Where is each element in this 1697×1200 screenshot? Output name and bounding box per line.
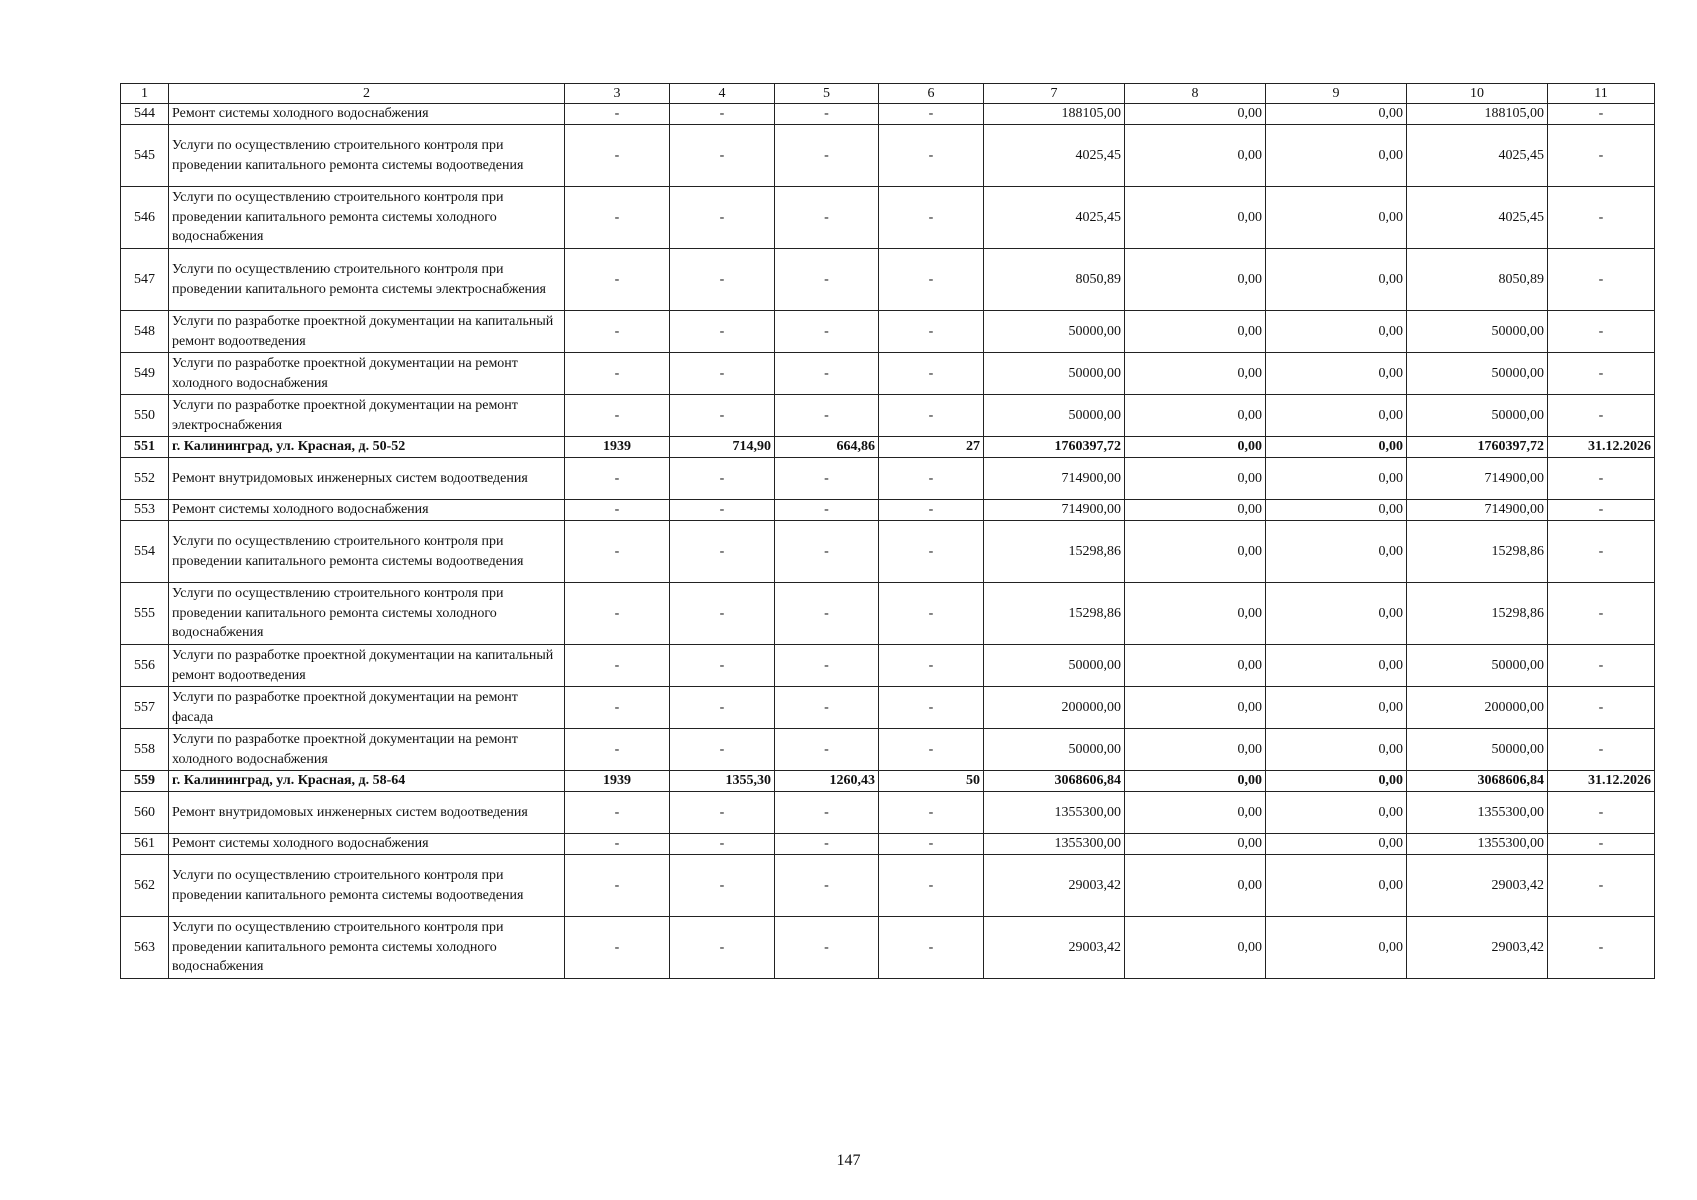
column-header: 5	[775, 84, 879, 104]
work-name-cell: Ремонт внутридомовых инженерных систем водоотведения	[169, 458, 565, 500]
value-cell-col-9: 0,00	[1266, 792, 1407, 834]
value-cell-col-10: 188105,00	[1407, 104, 1548, 125]
value-cell-col-7: 714900,00	[984, 458, 1125, 500]
work-name-cell: Ремонт внутридомовых инженерных систем водоотведения	[169, 792, 565, 834]
value-cell-col-9: 0,00	[1266, 104, 1407, 125]
row-number-cell: 551	[121, 437, 169, 458]
table-body	[121, 84, 1655, 979]
value-cell-col-9: 0,00	[1266, 583, 1407, 645]
value-cell-col-9: 0,00	[1266, 125, 1407, 187]
value-cell-col-4: -	[670, 395, 775, 437]
value-cell-col-4: -	[670, 500, 775, 521]
value-cell-col-9: 0,00	[1266, 395, 1407, 437]
value-cell-col-5: -	[775, 645, 879, 687]
value-cell-col-6: -	[879, 792, 984, 834]
table-row	[121, 687, 1655, 729]
value-cell-col-3: -	[565, 729, 670, 771]
value-cell-col-7: 1355300,00	[984, 834, 1125, 855]
value-cell-col-9: 0,00	[1266, 645, 1407, 687]
table-row	[121, 645, 1655, 687]
value-cell-col-10: 50000,00	[1407, 645, 1548, 687]
row-number-cell: 563	[121, 917, 169, 979]
value-cell-col-9: 0,00	[1266, 311, 1407, 353]
value-cell-col-6: -	[879, 125, 984, 187]
value-cell-col-7: 200000,00	[984, 687, 1125, 729]
work-name-cell: Услуги по разработке проектной документации на капитальный ремонт водоотведения	[169, 311, 565, 353]
value-cell-col-5: -	[775, 917, 879, 979]
value-cell-col-6: -	[879, 583, 984, 645]
value-cell-col-3: -	[565, 458, 670, 500]
value-cell-col-6: -	[879, 311, 984, 353]
value-cell-col-6: -	[879, 353, 984, 395]
column-header: 8	[1125, 84, 1266, 104]
row-number-cell: 550	[121, 395, 169, 437]
value-cell-col-8: 0,00	[1125, 771, 1266, 792]
row-number-cell: 545	[121, 125, 169, 187]
table-row	[121, 104, 1655, 125]
value-cell-col-8: 0,00	[1125, 249, 1266, 311]
table-row	[121, 792, 1655, 834]
value-cell-col-5: -	[775, 458, 879, 500]
row-number-cell: 557	[121, 687, 169, 729]
value-cell-col-7: 1760397,72	[984, 437, 1125, 458]
value-cell-col-9: 0,00	[1266, 353, 1407, 395]
value-cell-col-11: -	[1548, 834, 1655, 855]
value-cell-col-7: 15298,86	[984, 583, 1125, 645]
work-name-cell: Услуги по осуществлению строительного контроля при проведении капитального ремонта системы водоотведения	[169, 125, 565, 187]
row-number-cell: 549	[121, 353, 169, 395]
value-cell-col-10: 200000,00	[1407, 687, 1548, 729]
value-cell-col-9: 0,00	[1266, 437, 1407, 458]
value-cell-col-11: -	[1548, 729, 1655, 771]
value-cell-col-11: -	[1548, 249, 1655, 311]
column-number-header-row	[121, 84, 1655, 104]
value-cell-col-3: -	[565, 583, 670, 645]
value-cell-col-7: 714900,00	[984, 500, 1125, 521]
table-row	[121, 187, 1655, 249]
value-cell-col-10: 1355300,00	[1407, 792, 1548, 834]
row-number-cell: 559	[121, 771, 169, 792]
column-header: 9	[1266, 84, 1407, 104]
value-cell-col-3: -	[565, 521, 670, 583]
value-cell-col-4: -	[670, 104, 775, 125]
value-cell-col-5: -	[775, 500, 879, 521]
value-cell-col-9: 0,00	[1266, 729, 1407, 771]
value-cell-col-5: -	[775, 395, 879, 437]
value-cell-col-4: -	[670, 311, 775, 353]
value-cell-col-11: -	[1548, 458, 1655, 500]
table-row	[121, 125, 1655, 187]
table-row	[121, 500, 1655, 521]
value-cell-col-11: -	[1548, 583, 1655, 645]
value-cell-col-11: -	[1548, 521, 1655, 583]
row-number-cell: 561	[121, 834, 169, 855]
value-cell-col-7: 4025,45	[984, 187, 1125, 249]
value-cell-col-4: -	[670, 125, 775, 187]
value-cell-col-3: -	[565, 855, 670, 917]
value-cell-col-10: 1760397,72	[1407, 437, 1548, 458]
value-cell-col-6: -	[879, 687, 984, 729]
value-cell-col-11: -	[1548, 311, 1655, 353]
value-cell-col-8: 0,00	[1125, 729, 1266, 771]
column-header: 11	[1548, 84, 1655, 104]
value-cell-col-10: 50000,00	[1407, 311, 1548, 353]
value-cell-col-7: 29003,42	[984, 917, 1125, 979]
value-cell-col-5: -	[775, 104, 879, 125]
value-cell-col-8: 0,00	[1125, 834, 1266, 855]
value-cell-col-6: -	[879, 249, 984, 311]
table-row	[121, 917, 1655, 979]
value-cell-col-8: 0,00	[1125, 104, 1266, 125]
value-cell-col-3: -	[565, 125, 670, 187]
value-cell-col-3: -	[565, 687, 670, 729]
row-number-cell: 562	[121, 855, 169, 917]
table-row	[121, 855, 1655, 917]
work-name-cell: Услуги по осуществлению строительного контроля при проведении капитального ремонта системы холодного водоснабжения	[169, 187, 565, 249]
value-cell-col-8: 0,00	[1125, 500, 1266, 521]
value-cell-col-10: 3068606,84	[1407, 771, 1548, 792]
value-cell-col-7: 29003,42	[984, 855, 1125, 917]
value-cell-col-6: -	[879, 834, 984, 855]
row-number-cell: 554	[121, 521, 169, 583]
value-cell-col-6: -	[879, 917, 984, 979]
value-cell-col-5: -	[775, 187, 879, 249]
work-name-cell: Ремонт системы холодного водоснабжения	[169, 104, 565, 125]
value-cell-col-11: -	[1548, 917, 1655, 979]
value-cell-col-9: 0,00	[1266, 187, 1407, 249]
value-cell-col-4: -	[670, 917, 775, 979]
value-cell-col-10: 50000,00	[1407, 729, 1548, 771]
value-cell-col-3: -	[565, 500, 670, 521]
value-cell-col-4: -	[670, 687, 775, 729]
value-cell-col-8: 0,00	[1125, 645, 1266, 687]
value-cell-col-9: 0,00	[1266, 521, 1407, 583]
value-cell-col-7: 15298,86	[984, 521, 1125, 583]
value-cell-col-8: 0,00	[1125, 458, 1266, 500]
value-cell-col-10: 714900,00	[1407, 500, 1548, 521]
value-cell-col-5: -	[775, 729, 879, 771]
work-name-cell: Услуги по разработке проектной документации на ремонт фасада	[169, 687, 565, 729]
column-header: 1	[121, 84, 169, 104]
value-cell-col-9: 0,00	[1266, 687, 1407, 729]
value-cell-col-6: 27	[879, 437, 984, 458]
value-cell-col-8: 0,00	[1125, 687, 1266, 729]
value-cell-col-10: 15298,86	[1407, 521, 1548, 583]
row-number-cell: 546	[121, 187, 169, 249]
value-cell-col-10: 4025,45	[1407, 187, 1548, 249]
value-cell-col-9: 0,00	[1266, 855, 1407, 917]
value-cell-col-8: 0,00	[1125, 792, 1266, 834]
value-cell-col-8: 0,00	[1125, 855, 1266, 917]
value-cell-col-5: -	[775, 249, 879, 311]
table-row	[121, 583, 1655, 645]
value-cell-col-11: -	[1548, 687, 1655, 729]
address-cell: г. Калининград, ул. Красная, д. 58-64	[169, 771, 565, 792]
value-cell-col-9: 0,00	[1266, 771, 1407, 792]
work-name-cell: Услуги по осуществлению строительного контроля при проведении капитального ремонта системы электроснабжения	[169, 249, 565, 311]
value-cell-col-4: 714,90	[670, 437, 775, 458]
value-cell-col-6: -	[879, 104, 984, 125]
value-cell-col-5: -	[775, 583, 879, 645]
value-cell-col-6: -	[879, 521, 984, 583]
value-cell-col-3: -	[565, 353, 670, 395]
value-cell-col-10: 714900,00	[1407, 458, 1548, 500]
value-cell-col-6: -	[879, 729, 984, 771]
value-cell-col-6: -	[879, 500, 984, 521]
value-cell-col-8: 0,00	[1125, 125, 1266, 187]
value-cell-col-4: 1355,30	[670, 771, 775, 792]
value-cell-col-5: -	[775, 792, 879, 834]
value-cell-col-9: 0,00	[1266, 500, 1407, 521]
value-cell-col-3: 1939	[565, 771, 670, 792]
value-cell-col-11: -	[1548, 645, 1655, 687]
value-cell-col-7: 50000,00	[984, 645, 1125, 687]
value-cell-col-7: 188105,00	[984, 104, 1125, 125]
value-cell-col-11: -	[1548, 104, 1655, 125]
row-number-cell: 555	[121, 583, 169, 645]
row-number-cell: 553	[121, 500, 169, 521]
value-cell-col-10: 29003,42	[1407, 917, 1548, 979]
column-header: 4	[670, 84, 775, 104]
work-name-cell: Услуги по разработке проектной документации на ремонт электроснабжения	[169, 395, 565, 437]
table-row	[121, 521, 1655, 583]
value-cell-col-8: 0,00	[1125, 917, 1266, 979]
address-cell: г. Калининград, ул. Красная, д. 50-52	[169, 437, 565, 458]
value-cell-col-4: -	[670, 458, 775, 500]
value-cell-col-6: -	[879, 187, 984, 249]
value-cell-col-4: -	[670, 353, 775, 395]
value-cell-col-4: -	[670, 855, 775, 917]
value-cell-col-11: -	[1548, 855, 1655, 917]
row-number-cell: 560	[121, 792, 169, 834]
value-cell-col-10: 50000,00	[1407, 353, 1548, 395]
work-name-cell: Услуги по разработке проектной документации на капитальный ремонт водоотведения	[169, 645, 565, 687]
row-number-cell: 552	[121, 458, 169, 500]
value-cell-col-5: -	[775, 125, 879, 187]
table-row	[121, 353, 1655, 395]
value-cell-col-7: 3068606,84	[984, 771, 1125, 792]
address-summary-row	[121, 437, 1655, 458]
value-cell-col-11: -	[1548, 125, 1655, 187]
value-cell-col-10: 15298,86	[1407, 583, 1548, 645]
value-cell-col-4: -	[670, 729, 775, 771]
work-name-cell: Услуги по разработке проектной документации на ремонт холодного водоснабжения	[169, 353, 565, 395]
table-row	[121, 395, 1655, 437]
row-number-cell: 556	[121, 645, 169, 687]
value-cell-col-3: -	[565, 917, 670, 979]
value-cell-col-4: -	[670, 249, 775, 311]
value-cell-col-5: -	[775, 311, 879, 353]
value-cell-col-5: -	[775, 834, 879, 855]
value-cell-col-9: 0,00	[1266, 458, 1407, 500]
value-cell-col-9: 0,00	[1266, 917, 1407, 979]
address-summary-row	[121, 771, 1655, 792]
document-table-container	[120, 83, 1654, 979]
column-header: 6	[879, 84, 984, 104]
value-cell-col-3: -	[565, 395, 670, 437]
value-cell-col-11: -	[1548, 187, 1655, 249]
value-cell-col-3: 1939	[565, 437, 670, 458]
repair-plan-table	[120, 83, 1655, 979]
value-cell-col-5: -	[775, 687, 879, 729]
value-cell-col-4: -	[670, 187, 775, 249]
value-cell-col-7: 8050,89	[984, 249, 1125, 311]
value-cell-col-10: 1355300,00	[1407, 834, 1548, 855]
value-cell-col-11: 31.12.2026	[1548, 771, 1655, 792]
value-cell-col-10: 29003,42	[1407, 855, 1548, 917]
value-cell-col-3: -	[565, 311, 670, 353]
value-cell-col-4: -	[670, 834, 775, 855]
value-cell-col-10: 8050,89	[1407, 249, 1548, 311]
value-cell-col-11: -	[1548, 395, 1655, 437]
row-number-cell: 548	[121, 311, 169, 353]
value-cell-col-7: 50000,00	[984, 729, 1125, 771]
value-cell-col-7: 50000,00	[984, 395, 1125, 437]
row-number-cell: 558	[121, 729, 169, 771]
value-cell-col-6: -	[879, 458, 984, 500]
value-cell-col-8: 0,00	[1125, 437, 1266, 458]
value-cell-col-4: -	[670, 583, 775, 645]
row-number-cell: 547	[121, 249, 169, 311]
value-cell-col-8: 0,00	[1125, 395, 1266, 437]
value-cell-col-6: -	[879, 395, 984, 437]
table-row	[121, 458, 1655, 500]
value-cell-col-5: 1260,43	[775, 771, 879, 792]
value-cell-col-6: -	[879, 855, 984, 917]
value-cell-col-3: -	[565, 104, 670, 125]
value-cell-col-6: -	[879, 645, 984, 687]
value-cell-col-7: 50000,00	[984, 311, 1125, 353]
value-cell-col-5: -	[775, 521, 879, 583]
column-header: 3	[565, 84, 670, 104]
work-name-cell: Услуги по осуществлению строительного контроля при проведении капитального ремонта системы холодного водоснабжения	[169, 917, 565, 979]
value-cell-col-7: 4025,45	[984, 125, 1125, 187]
value-cell-col-4: -	[670, 792, 775, 834]
value-cell-col-3: -	[565, 792, 670, 834]
value-cell-col-8: 0,00	[1125, 583, 1266, 645]
value-cell-col-3: -	[565, 645, 670, 687]
value-cell-col-8: 0,00	[1125, 353, 1266, 395]
value-cell-col-4: -	[670, 521, 775, 583]
table-row	[121, 834, 1655, 855]
table-row	[121, 249, 1655, 311]
value-cell-col-10: 4025,45	[1407, 125, 1548, 187]
value-cell-col-10: 50000,00	[1407, 395, 1548, 437]
value-cell-col-5: -	[775, 353, 879, 395]
column-header: 10	[1407, 84, 1548, 104]
work-name-cell: Услуги по осуществлению строительного контроля при проведении капитального ремонта системы водоотведения	[169, 855, 565, 917]
row-number-cell: 544	[121, 104, 169, 125]
value-cell-col-3: -	[565, 249, 670, 311]
value-cell-col-3: -	[565, 834, 670, 855]
value-cell-col-9: 0,00	[1266, 834, 1407, 855]
page-number: 147	[836, 1152, 861, 1169]
value-cell-col-7: 50000,00	[984, 353, 1125, 395]
value-cell-col-8: 0,00	[1125, 187, 1266, 249]
value-cell-col-8: 0,00	[1125, 311, 1266, 353]
value-cell-col-11: -	[1548, 353, 1655, 395]
value-cell-col-8: 0,00	[1125, 521, 1266, 583]
work-name-cell: Услуги по разработке проектной документации на ремонт холодного водоснабжения	[169, 729, 565, 771]
value-cell-col-5: 664,86	[775, 437, 879, 458]
work-name-cell: Услуги по осуществлению строительного контроля при проведении капитального ремонта системы холодного водоснабжения	[169, 583, 565, 645]
value-cell-col-6: 50	[879, 771, 984, 792]
value-cell-col-7: 1355300,00	[984, 792, 1125, 834]
column-header: 7	[984, 84, 1125, 104]
work-name-cell: Ремонт системы холодного водоснабжения	[169, 834, 565, 855]
value-cell-col-5: -	[775, 855, 879, 917]
value-cell-col-9: 0,00	[1266, 249, 1407, 311]
column-header: 2	[169, 84, 565, 104]
value-cell-col-11: 31.12.2026	[1548, 437, 1655, 458]
value-cell-col-3: -	[565, 187, 670, 249]
table-row	[121, 311, 1655, 353]
value-cell-col-4: -	[670, 645, 775, 687]
work-name-cell: Ремонт системы холодного водоснабжения	[169, 500, 565, 521]
work-name-cell: Услуги по осуществлению строительного контроля при проведении капитального ремонта системы водоотведения	[169, 521, 565, 583]
value-cell-col-11: -	[1548, 500, 1655, 521]
value-cell-col-11: -	[1548, 792, 1655, 834]
table-row	[121, 729, 1655, 771]
